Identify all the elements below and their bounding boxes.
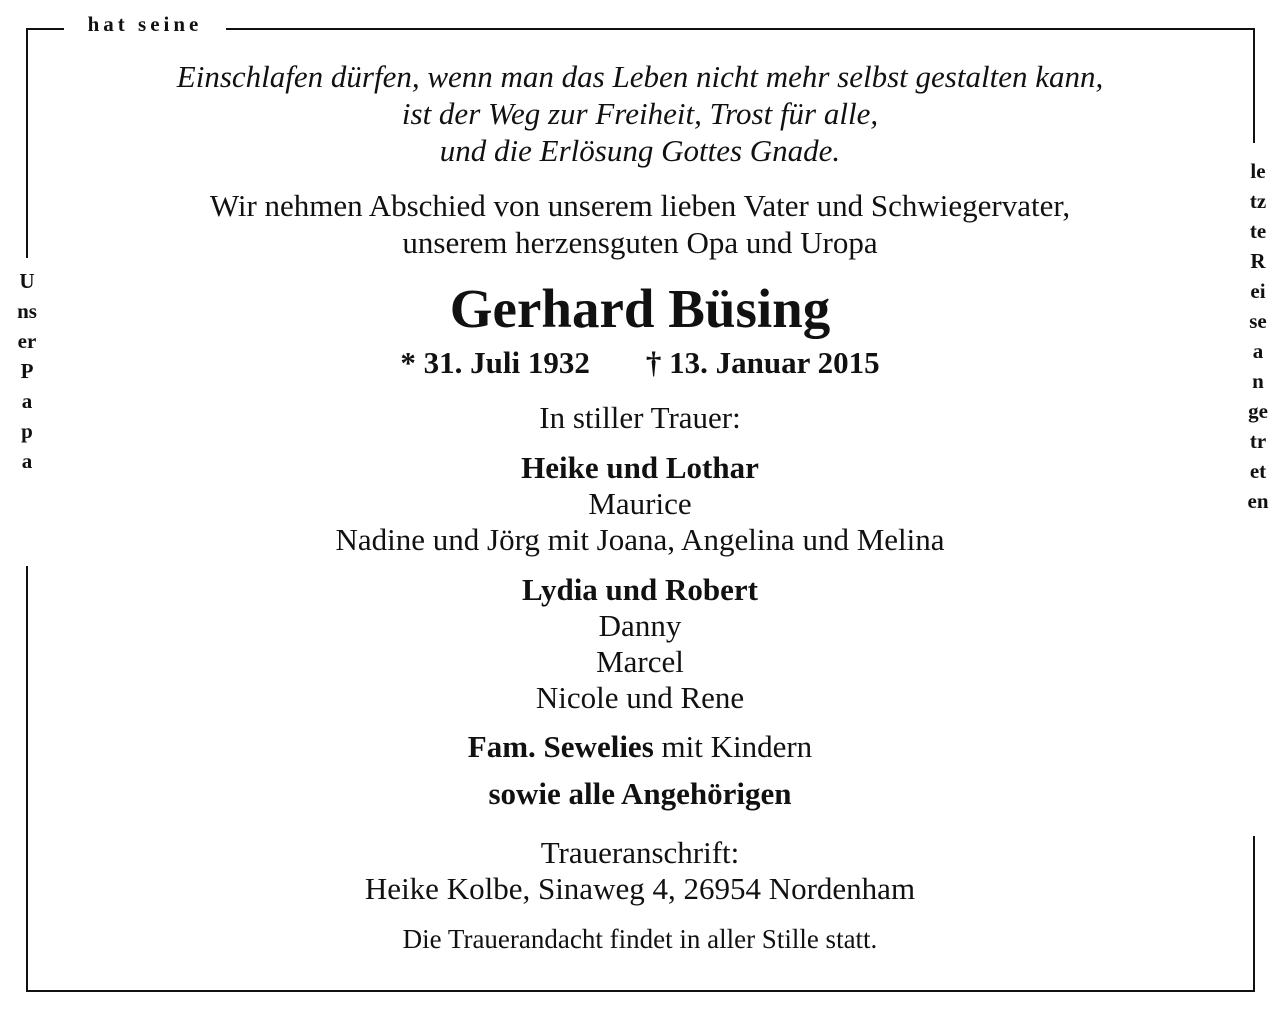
frame-border-top-left	[26, 28, 64, 30]
frame-border-left-upper	[26, 28, 28, 258]
frame-border-top-right	[226, 28, 1255, 30]
address-line: Heike Kolbe, Sinaweg 4, 26954 Nordenham	[364, 871, 916, 906]
relatives-line: sowie alle Angehörigen	[488, 776, 792, 811]
sewelies-family-name: Fam. Sewelies	[467, 729, 654, 764]
birth-date: * 31. Juli 1932	[400, 345, 590, 380]
frame-border-left-lower	[26, 566, 28, 992]
mourning-heading: In stiller Trauer:	[539, 400, 741, 435]
mourner-line: Nadine und Jörg mit Joana, Angelina und Melina	[335, 522, 945, 557]
mourner-line: Danny	[598, 608, 682, 643]
frame-left-text: Unser Papa	[17, 269, 42, 473]
frame-border-right-lower	[1253, 836, 1255, 992]
frame-right-text: letzte Reise angetreten	[1247, 159, 1272, 513]
mourner-group-head: Heike und Lothar	[521, 450, 759, 485]
death-date: † 13. Januar 2015	[645, 345, 880, 380]
frame-top-text: hat seine	[87, 12, 203, 36]
frame-border-right-upper	[1253, 28, 1255, 143]
mourning-address	[40, 835, 1240, 907]
sewelies-family-suffix: mit Kindern	[653, 729, 813, 764]
sewelies-family-line	[40, 729, 1240, 765]
life-dates	[40, 345, 1240, 381]
mourner-group	[40, 450, 1240, 558]
mourner-line: Nicole und Rene	[535, 680, 745, 715]
mourner-line: Maurice	[588, 486, 692, 521]
mourner-group	[40, 572, 1240, 716]
motto-line: ist der Weg zur Freiheit, Trost für alle,	[401, 96, 879, 131]
motto-line: und die Erlösung Gottes Gnade.	[439, 133, 841, 168]
obituary-content	[40, 58, 1240, 955]
farewell-intro	[40, 187, 1240, 261]
mourner-group-head: Lydia und Robert	[521, 572, 758, 607]
motto-line: Einschlafen dürfen, wenn man das Leben nicht mehr selbst gestalten kann,	[176, 59, 1104, 94]
address-label: Traueranschrift:	[540, 835, 740, 870]
intro-line: Wir nehmen Abschied von unserem lieben Vater und Schwiegervater,	[209, 188, 1071, 223]
intro-line: unserem herzensguten Opa und Uropa	[402, 225, 878, 260]
deceased-name: Gerhard Büsing	[449, 278, 831, 339]
service-note: Die Trauerandacht findet in aller Stille statt.	[402, 924, 878, 954]
frame-border-bottom	[26, 990, 1255, 992]
motto-verse	[40, 58, 1240, 169]
mourner-line: Marcel	[596, 644, 684, 679]
